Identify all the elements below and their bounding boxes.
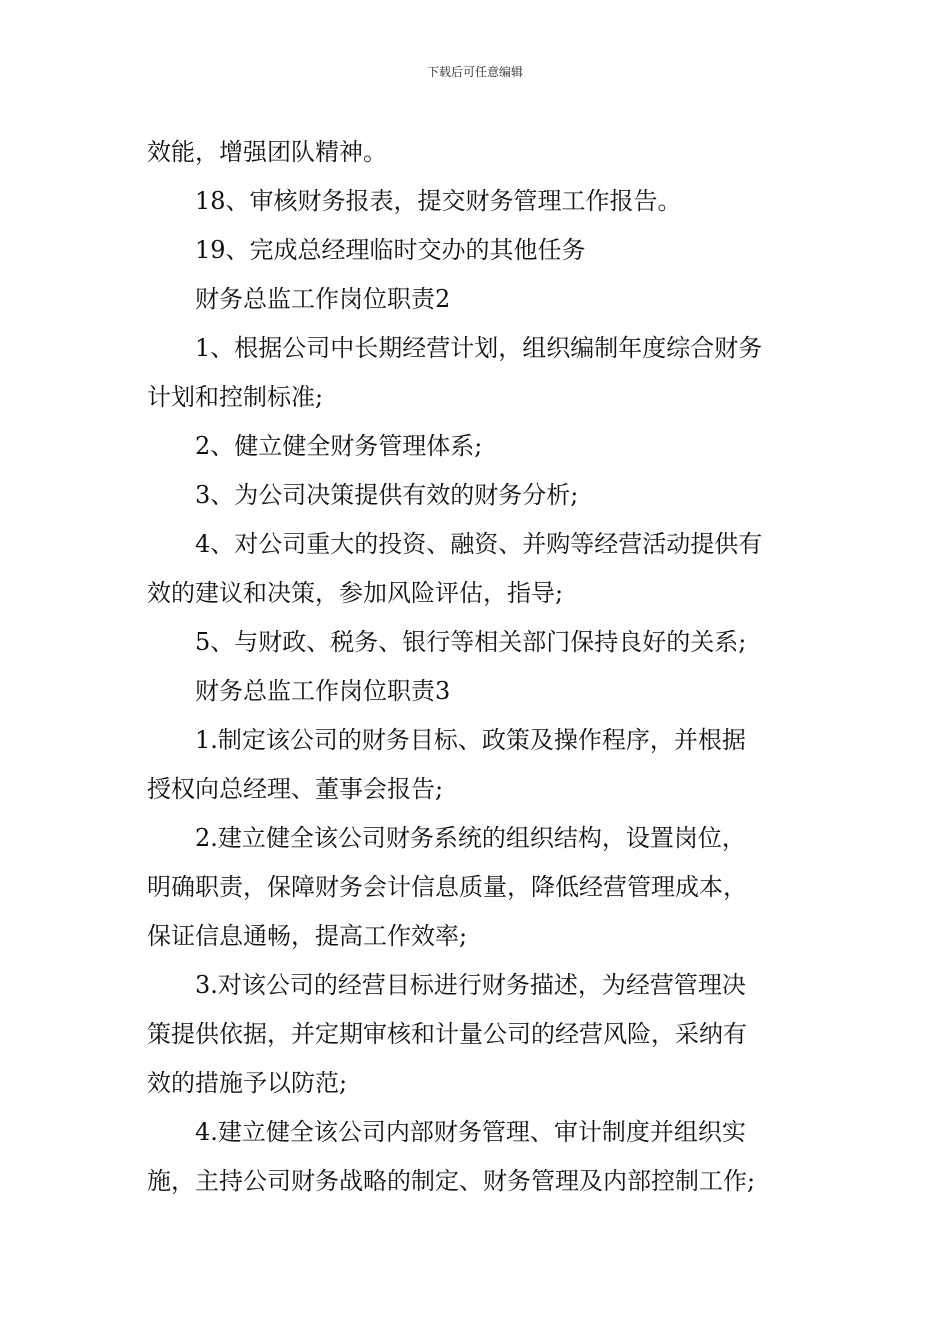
paragraph-line: 保证信息通畅，提高工作效率; [147, 922, 468, 950]
paragraph-line: 1、根据公司中长期经营计划，组织编制年度综合财务 [195, 334, 763, 362]
paragraph-line: 计划和控制标准; [147, 383, 324, 411]
paragraph-line: 3.对该公司的经营目标进行财务描述，为经营管理决 [195, 971, 746, 999]
paragraph-line: 19、完成总经理临时交办的其他任务 [195, 236, 586, 264]
paragraph-line: 4、对公司重大的投资、融资、并购等经营活动提供有 [195, 530, 763, 558]
document-body [147, 128, 807, 1206]
paragraph-line: 4.建立健全该公司内部财务管理、审计制度并组织实 [195, 1118, 746, 1146]
section-heading: 财务总监工作岗位职责3 [195, 677, 451, 705]
paragraph-line: 2、健立健全财务管理体系; [195, 432, 483, 460]
paragraph-line: 策提供依据，并定期审核和计量公司的经营风险，采纳有 [147, 1020, 747, 1048]
paragraph-line: 1.制定该公司的财务目标、政策及操作程序，并根据 [195, 726, 746, 754]
paragraph-line: 授权向总经理、董事会报告; [147, 775, 444, 803]
paragraph-line: 明确职责，保障财务会计信息质量，降低经营管理成本， [147, 873, 747, 901]
page-header: 下载后可任意编辑 [426, 65, 523, 79]
paragraph-line: 5、与财政、税务、银行等相关部门保持良好的关系; [195, 628, 747, 656]
paragraph-line: 2.建立健全该公司财务系统的组织结构，设置岗位， [195, 824, 746, 852]
paragraph-line: 施，主持公司财务战略的制定、财务管理及内部控制工作; [147, 1167, 756, 1195]
paragraph-line: 效的建议和决策，参加风险评估，指导; [147, 579, 564, 607]
paragraph-line: 效能，增强团队精神。 [147, 138, 387, 166]
paragraph-line: 效的措施予以防范; [147, 1069, 348, 1097]
section-heading: 财务总监工作岗位职责2 [195, 285, 451, 313]
paragraph-line: 3、为公司决策提供有效的财务分析; [195, 481, 579, 509]
paragraph-line: 18、审核财务报表，提交财务管理工作报告。 [195, 187, 682, 215]
